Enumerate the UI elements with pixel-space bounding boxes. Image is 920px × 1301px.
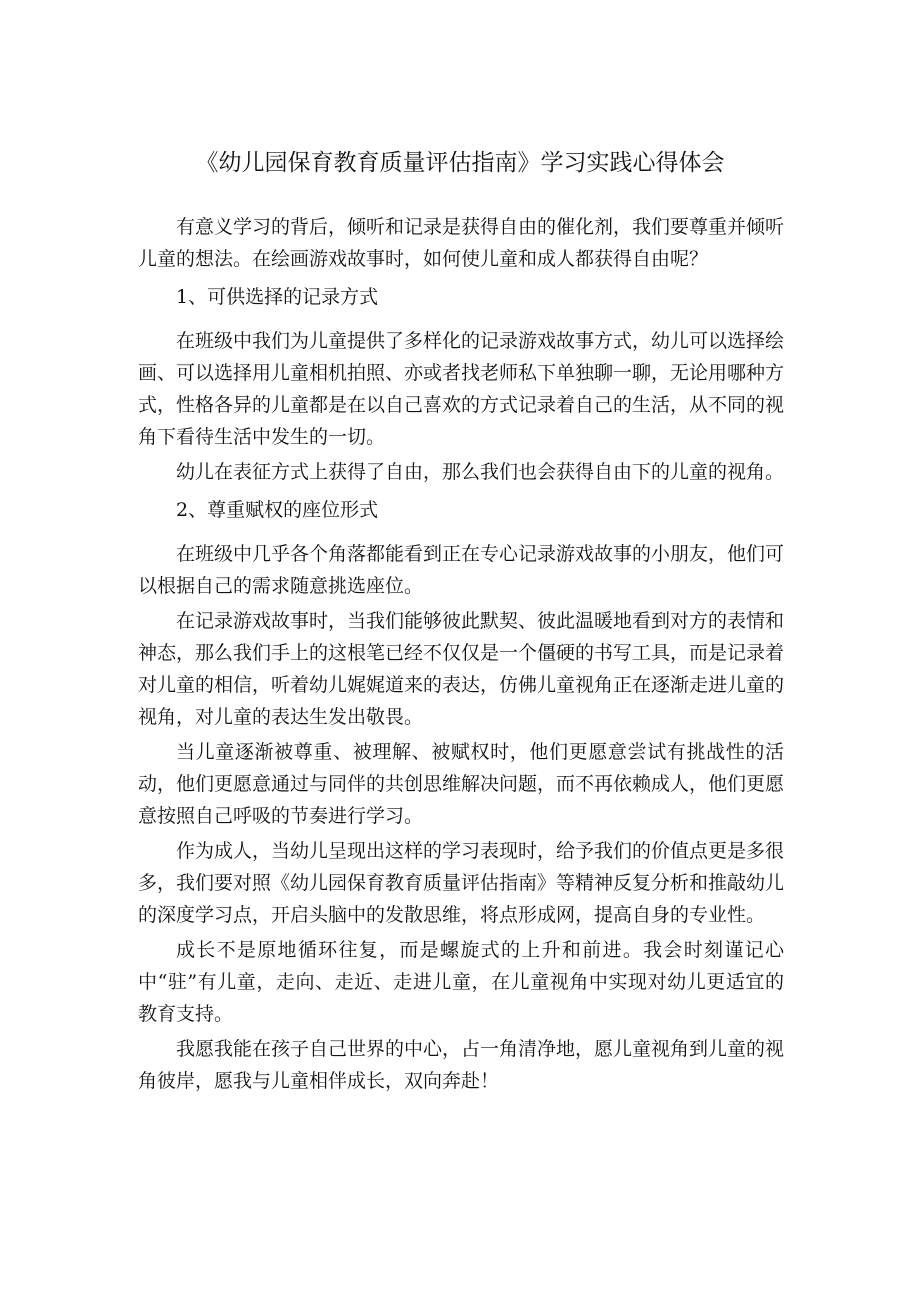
- paragraph-empowerment: 当儿童逐渐被尊重、被理解、被赋权时，他们更愿意尝试有挑战性的活动，他们更愿意通过与同伴的共创思维解决问题，而不再依赖成人，他们更愿意按照自己呼吸的节奏进行学习。: [138, 741, 785, 827]
- paragraph-recording-methods: 在班级中我们为儿童提供了多样化的记录游戏故事方式，幼儿可以选择绘画、可以选择用儿童相机拍照、亦或者找老师私下单独聊一聊，无论用哪种方式，性格各异的儿童都是在以自己喜欢的方式记录着自己的生活，从不同的视角下看待生活中发生的一切。: [138, 330, 785, 448]
- paragraph-seating: 在班级中几乎各个角落都能看到正在专心记录游戏故事的小朋友，他们可以根据自己的需求随意挑选座位。: [138, 543, 785, 597]
- document-body: [138, 211, 784, 1097]
- paragraph-growth: 成长不是原地循环往复，而是螺旋式的上升和前进。我会时刻谨记心中“驻”有儿童，走向、走近、走进儿童，在儿童视角中实现对幼儿更适宜的教育支持。: [138, 939, 784, 1025]
- document-title: 《幼儿园保育教育质量评估指南》学习实践心得体会: [195, 150, 725, 176]
- paragraph-intro: 有意义学习的背后，倾听和记录是获得自由的催化剂，我们要尊重并倾听儿童的想法。在绘画游戏故事时，如何使儿童和成人都获得自由呢？: [138, 216, 785, 270]
- paragraph-closing: 我愿我能在孩子自己世界的中心，占一角清净地，愿儿童视角到儿童的视角彼岸，愿我与儿童相伴成长，双向奔赴！: [138, 1038, 785, 1092]
- paragraph-expression-freedom: 幼儿在表征方式上获得了自由，那么我们也会获得自由下的儿童的视角。: [176, 461, 785, 483]
- paragraph-recording-stories: 在记录游戏故事时，当我们能够彼此默契、彼此温暖地看到对方的表情和神态，那么我们手上的这根笔已经不仅仅是一个僵硬的书写工具，而是记录着对儿童的相信，听着幼儿娓娓道来的表达，仿佛儿童视角正在逐渐走进儿童的视角，对儿童的表达生发出敬畏。: [138, 610, 785, 728]
- section-heading-2: 2、尊重赋权的座位形式: [176, 499, 379, 521]
- section-heading-1: 1、可供选择的记录方式: [176, 286, 379, 308]
- paragraph-adult-reflection: 作为成人，当幼儿呈现出这样的学习表现时，给予我们的价值点更是多很多，我们要对照《幼儿园保育教育质量评估指南》等精神反复分析和推敲幼儿的深度学习点，开启头脑中的发散思维，将点形成网，提高自身的专业性。: [138, 840, 785, 926]
